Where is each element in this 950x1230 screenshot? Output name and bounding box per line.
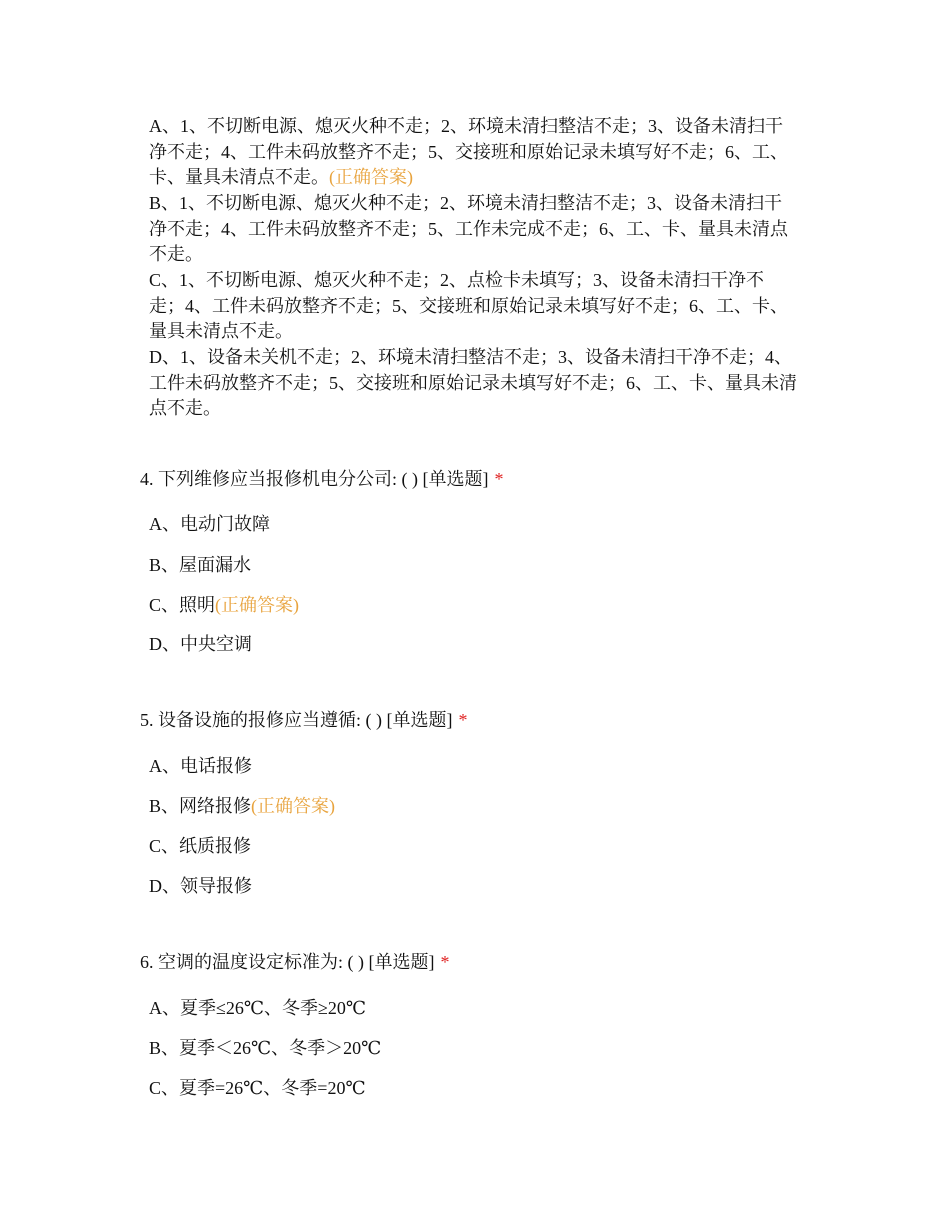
q6-option-b xyxy=(149,1036,381,1060)
required-star: * xyxy=(494,469,504,489)
q4-option-d-text: D、中央空调 xyxy=(149,634,252,654)
q3-option-c xyxy=(149,268,797,345)
q6-option-a xyxy=(149,996,366,1020)
q5-title xyxy=(140,708,467,732)
correct-answer-tag: (正确答案) xyxy=(251,796,336,816)
q5-option-d xyxy=(149,874,252,898)
q5-title-text: 5. 设备设施的报修应当遵循: ( ) [单选题] xyxy=(140,710,453,730)
q6-option-b-text: B、夏季＜26℃、冬季＞20℃ xyxy=(149,1038,382,1058)
q3-option-d xyxy=(149,345,797,422)
q3-option-a xyxy=(149,114,797,191)
q4-title-text: 4. 下列维修应当报修机电分公司: ( ) [单选题] xyxy=(140,469,489,489)
q4-option-a-text: A、电动门故障 xyxy=(149,514,270,534)
q5-option-b xyxy=(149,794,335,818)
correct-answer-tag: (正确答案) xyxy=(329,167,413,188)
q5-option-d-text: D、领导报修 xyxy=(149,876,252,896)
q4-option-d xyxy=(149,632,252,656)
q3-option-b xyxy=(149,191,797,268)
q5-option-c xyxy=(149,834,251,858)
q3-option-d-text: D、1、设备未关机不走；2、环境未清扫整洁不走；3、设备未清扫干净不走；4、工件未码放整齐不走；5、交接班和原始记录未填写好不走；6、工、卡、量具未清点不走。 xyxy=(149,347,797,419)
required-star: * xyxy=(440,952,450,972)
q6-title-text: 6. 空调的温度设定标准为: ( ) [单选题] xyxy=(140,952,435,972)
q3-option-a-text: A、1、不切断电源、熄灭火种不走；2、环境未清扫整洁不走；3、设备未清扫干净不走；4、工件未码放整齐不走；5、交接班和原始记录未填写好不走；6、工、卡、量具未清点不走。 xyxy=(149,116,788,188)
q6-option-c-text: C、夏季=26℃、冬季=20℃ xyxy=(149,1078,366,1098)
q5-option-c-text: C、纸质报修 xyxy=(149,836,252,856)
q4-option-b xyxy=(149,553,251,577)
q4-title xyxy=(140,467,503,491)
q6-option-c xyxy=(149,1076,366,1100)
q5-option-b-text: B、网络报修 xyxy=(149,796,252,816)
q5-option-a-text: A、电话报修 xyxy=(149,756,252,776)
q6-title xyxy=(140,950,449,974)
q4-option-c-text: C、照明 xyxy=(149,595,216,615)
q4-option-c xyxy=(149,593,299,617)
q6-option-a-text: A、夏季≤26℃、冬季≥20℃ xyxy=(149,998,367,1018)
q5-option-a xyxy=(149,754,252,778)
q3-option-c-text: C、1、不切断电源、熄灭火种不走；2、点检卡未填写；3、设备未清扫干净不走；4、工件未码放整齐不走；5、交接班和原始记录未填写好不走；6、工、卡、量具未清点不走。 xyxy=(149,270,788,342)
q4-option-a xyxy=(149,512,270,536)
q3-option-b-text: B、1、不切断电源、熄灭火种不走；2、环境未清扫整洁不走；3、设备未清扫干净不走；4、工件未码放整齐不走；5、工作未完成不走；6、工、卡、量具未清点不走。 xyxy=(149,193,788,265)
q4-option-b-text: B、屋面漏水 xyxy=(149,555,252,575)
correct-answer-tag: (正确答案) xyxy=(215,595,300,615)
required-star: * xyxy=(458,710,468,730)
